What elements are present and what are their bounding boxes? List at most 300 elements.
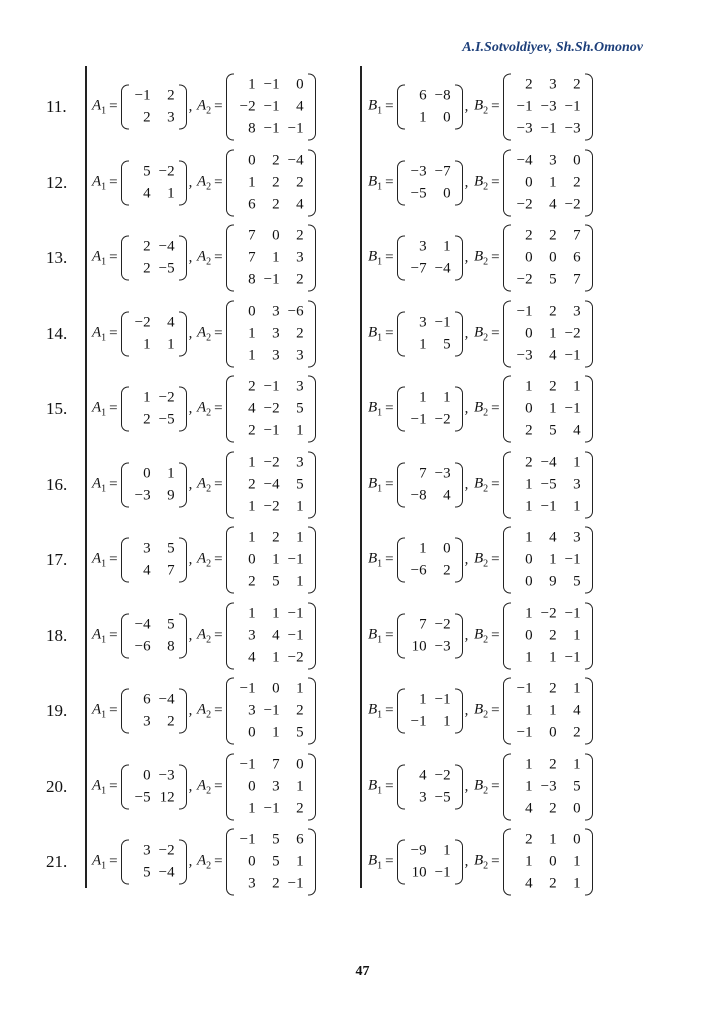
left-parenthesis bbox=[121, 764, 129, 809]
equation-b1 bbox=[368, 387, 468, 432]
left-parenthesis bbox=[121, 613, 129, 658]
matrix-cell: −2 bbox=[434, 616, 451, 632]
comma-separator: , bbox=[188, 778, 193, 794]
equals-sign: = bbox=[214, 853, 223, 870]
right-parenthesis bbox=[179, 311, 187, 356]
matrix-a1 bbox=[121, 689, 187, 734]
matrix-cell: −5 bbox=[134, 789, 151, 805]
matrix-cell: 2 bbox=[549, 227, 557, 244]
equation-b2 bbox=[474, 678, 593, 745]
left-parenthesis bbox=[226, 300, 234, 367]
matrix-cell: 0 bbox=[443, 109, 451, 126]
matrix-cell: −1 bbox=[263, 702, 280, 719]
matrix-cell: 1 bbox=[525, 756, 533, 772]
matrix-cell: 8 bbox=[248, 120, 256, 137]
matrix-cell: 1 bbox=[296, 573, 304, 590]
equals-sign: = bbox=[214, 98, 223, 115]
matrix-b2 bbox=[503, 225, 593, 292]
matrix-b2 bbox=[503, 829, 593, 896]
matrix-cell: −1 bbox=[564, 605, 581, 621]
matrix-cell: 0 bbox=[296, 756, 304, 772]
matrix-cell: 4 bbox=[525, 800, 533, 816]
left-parenthesis bbox=[397, 236, 405, 281]
matrix-cell: 0 bbox=[443, 185, 451, 201]
right-parenthesis bbox=[455, 236, 463, 281]
matrix-cell: 2 bbox=[248, 378, 256, 395]
problem-row bbox=[0, 674, 725, 748]
matrix-cell: 1 bbox=[525, 529, 533, 546]
matrix-label: $B_1$ bbox=[368, 626, 383, 645]
matrix-a2 bbox=[226, 149, 316, 216]
matrix-label: $A_1$ bbox=[92, 777, 107, 796]
matrix-b1 bbox=[397, 236, 463, 281]
matrix-cell: 3 bbox=[143, 713, 151, 730]
problem-number: 20. bbox=[46, 776, 68, 796]
matrix-label: $A_1$ bbox=[92, 399, 107, 419]
matrix-cell: −4 bbox=[134, 616, 151, 632]
left-parenthesis bbox=[121, 538, 129, 583]
matrix-cell: −4 bbox=[158, 238, 175, 255]
matrix-cell: 10 bbox=[411, 864, 427, 881]
equation-b1 bbox=[368, 613, 468, 658]
equals-sign: = bbox=[109, 98, 118, 115]
matrix-a2 bbox=[226, 678, 316, 745]
matrix-cell: −3 bbox=[540, 98, 557, 115]
matrix-b1 bbox=[397, 689, 463, 734]
left-parenthesis bbox=[226, 753, 234, 820]
matrix-cell: 4 bbox=[525, 875, 533, 892]
equals-sign: = bbox=[214, 778, 223, 794]
equals-sign: = bbox=[109, 702, 118, 719]
equation-a1 bbox=[92, 387, 192, 432]
right-parenthesis bbox=[585, 678, 593, 745]
matrix-label: $B_1$ bbox=[368, 701, 383, 721]
left-parenthesis bbox=[397, 764, 405, 809]
left-parenthesis bbox=[226, 829, 234, 896]
matrix-cell: −2 bbox=[158, 163, 175, 179]
matrix-label: $B_1$ bbox=[368, 248, 383, 268]
equation-a1 bbox=[92, 689, 192, 734]
matrix-a1 bbox=[121, 613, 187, 658]
matrix-b1 bbox=[397, 160, 463, 205]
matrix-cell: −3 bbox=[434, 465, 451, 481]
problem-row bbox=[0, 297, 725, 371]
matrix-a1 bbox=[121, 236, 187, 281]
left-parenthesis bbox=[503, 300, 511, 367]
equals-sign: = bbox=[385, 325, 394, 341]
matrix-cell: 1 bbox=[549, 174, 557, 190]
matrix-a1 bbox=[121, 462, 187, 507]
matrix-cell: 2 bbox=[525, 831, 533, 848]
comma-separator: , bbox=[188, 627, 193, 643]
matrix-label: $B_2$ bbox=[474, 399, 489, 419]
matrix-cell: 5 bbox=[296, 476, 304, 492]
matrix-cell: 2 bbox=[167, 713, 175, 730]
matrix-cell: 5 bbox=[443, 336, 451, 352]
matrix-cell: 1 bbox=[296, 498, 304, 514]
matrix-a1 bbox=[121, 85, 187, 130]
matrix-cell: −6 bbox=[134, 638, 151, 654]
matrix-cell: 4 bbox=[248, 649, 256, 665]
left-parenthesis bbox=[503, 829, 511, 896]
matrix-cell: 0 bbox=[143, 465, 151, 481]
equals-sign: = bbox=[109, 627, 118, 643]
matrix-cell: 1 bbox=[443, 389, 451, 406]
equals-sign: = bbox=[109, 853, 118, 870]
matrix-cell: 0 bbox=[525, 573, 533, 590]
comma-separator: , bbox=[464, 98, 469, 115]
equation-a1 bbox=[92, 311, 192, 356]
matrix-label: $A_2$ bbox=[197, 324, 212, 343]
matrix-cell: 3 bbox=[248, 875, 256, 892]
right-parenthesis bbox=[585, 300, 593, 367]
matrix-cell: −4 bbox=[287, 152, 304, 168]
matrix-cell: 0 bbox=[272, 227, 280, 244]
matrix-cell: 2 bbox=[573, 174, 581, 190]
problem-number: 12. bbox=[46, 172, 68, 192]
matrix-a2 bbox=[226, 376, 316, 443]
left-parenthesis bbox=[503, 149, 511, 216]
problem-row bbox=[0, 146, 725, 220]
matrix-cell: −5 bbox=[158, 411, 175, 428]
page-number: 47 bbox=[355, 964, 370, 979]
equation-b2 bbox=[474, 300, 593, 367]
matrix-cell: 3 bbox=[296, 454, 304, 470]
equation-b2 bbox=[474, 753, 593, 820]
left-parenthesis bbox=[121, 840, 129, 885]
matrix-cell: 1 bbox=[248, 605, 256, 621]
comma-separator: , bbox=[464, 249, 469, 266]
matrix-cell: −1 bbox=[516, 680, 533, 697]
problem-row bbox=[0, 825, 725, 899]
matrix-cell: 3 bbox=[573, 303, 581, 319]
matrix-cell: 6 bbox=[143, 691, 151, 708]
matrix-label: $A_2$ bbox=[197, 97, 212, 117]
matrix-cell: −1 bbox=[516, 724, 533, 741]
right-parenthesis bbox=[585, 527, 593, 594]
matrix-b2 bbox=[503, 451, 593, 518]
matrix-cell: −2 bbox=[158, 389, 175, 406]
matrix-a2 bbox=[226, 753, 316, 820]
matrix-cell: 4 bbox=[143, 562, 151, 579]
right-parenthesis bbox=[308, 678, 316, 745]
equation-a2 bbox=[197, 753, 316, 820]
equals-sign: = bbox=[491, 551, 500, 568]
equals-sign: = bbox=[109, 551, 118, 568]
matrix-cell: −2 bbox=[434, 411, 451, 428]
matrix-cell: 1 bbox=[272, 605, 280, 621]
matrix-cell: −1 bbox=[239, 756, 256, 772]
right-parenthesis bbox=[455, 764, 463, 809]
matrix-cell: 1 bbox=[525, 853, 533, 870]
matrix-label: $A_1$ bbox=[92, 324, 107, 343]
matrix-a1 bbox=[121, 160, 187, 205]
matrix-cell: −4 bbox=[158, 864, 175, 881]
matrix-cell: −8 bbox=[434, 87, 451, 104]
equals-sign: = bbox=[214, 702, 223, 719]
comma-separator: , bbox=[464, 702, 469, 719]
matrix-cell: 2 bbox=[525, 227, 533, 244]
matrix-cell: −1 bbox=[263, 120, 280, 137]
equals-sign: = bbox=[109, 400, 118, 417]
equation-b2 bbox=[474, 74, 593, 141]
matrix-cell: 4 bbox=[573, 702, 581, 719]
matrix-cell: −2 bbox=[263, 498, 280, 514]
matrix-cell: 2 bbox=[549, 378, 557, 395]
matrix-cell: 1 bbox=[167, 336, 175, 352]
equals-sign: = bbox=[385, 174, 394, 190]
equals-sign: = bbox=[214, 476, 223, 492]
right-parenthesis bbox=[308, 451, 316, 518]
matrix-cell: 3 bbox=[272, 347, 280, 363]
matrix-label: $B_2$ bbox=[474, 777, 489, 796]
matrix-cell: 0 bbox=[248, 778, 256, 794]
matrix-cell: −1 bbox=[287, 551, 304, 568]
matrix-cell: −1 bbox=[287, 605, 304, 621]
matrix-label: $B_1$ bbox=[368, 550, 383, 570]
matrix-label: $A_2$ bbox=[197, 550, 212, 570]
left-parenthesis bbox=[503, 602, 511, 669]
right-parenthesis bbox=[585, 829, 593, 896]
equals-sign: = bbox=[491, 778, 500, 794]
matrix-cell: −2 bbox=[564, 325, 581, 341]
right-parenthesis bbox=[179, 538, 187, 583]
equation-b1 bbox=[368, 462, 468, 507]
left-parenthesis bbox=[121, 160, 129, 205]
matrix-cell: 3 bbox=[272, 325, 280, 341]
matrix-a1 bbox=[121, 538, 187, 583]
right-parenthesis bbox=[455, 613, 463, 658]
matrix-cell: 7 bbox=[248, 249, 256, 266]
problem-row bbox=[0, 523, 725, 597]
matrix-label: $A_1$ bbox=[92, 475, 107, 494]
left-parenthesis bbox=[503, 376, 511, 443]
matrix-cell: 7 bbox=[573, 271, 581, 288]
matrix-cell: 3 bbox=[296, 347, 304, 363]
matrix-cell: 1 bbox=[525, 702, 533, 719]
equation-a1 bbox=[92, 613, 192, 658]
matrix-cell: −1 bbox=[540, 498, 557, 514]
matrix-cell: −7 bbox=[434, 163, 451, 179]
right-parenthesis bbox=[455, 840, 463, 885]
matrix-cell: 7 bbox=[248, 227, 256, 244]
matrix-label: $B_1$ bbox=[368, 399, 383, 419]
matrix-cell: 8 bbox=[167, 638, 175, 654]
matrix-cell: −1 bbox=[434, 691, 451, 708]
equals-sign: = bbox=[385, 249, 394, 266]
matrix-cell: 1 bbox=[573, 875, 581, 892]
matrix-cell: −2 bbox=[263, 454, 280, 470]
matrix-cell: 1 bbox=[272, 551, 280, 568]
right-parenthesis bbox=[179, 689, 187, 734]
matrix-cell: −9 bbox=[410, 842, 427, 859]
matrix-cell: −1 bbox=[239, 831, 256, 848]
matrix-cell: 1 bbox=[525, 778, 533, 794]
matrix-cell: 2 bbox=[549, 627, 557, 643]
right-parenthesis bbox=[179, 387, 187, 432]
matrix-cell: 4 bbox=[143, 185, 151, 201]
matrix-cell: 1 bbox=[525, 476, 533, 492]
right-parenthesis bbox=[585, 149, 593, 216]
equation-a1 bbox=[92, 538, 192, 583]
matrix-cell: 2 bbox=[296, 702, 304, 719]
comma-separator: , bbox=[188, 400, 193, 417]
matrix-cell: 5 bbox=[296, 724, 304, 741]
matrix-label: $A_1$ bbox=[92, 626, 107, 645]
matrix-cell: 0 bbox=[573, 152, 581, 168]
problem-number: 21. bbox=[46, 852, 68, 871]
matrix-cell: 1 bbox=[525, 498, 533, 514]
matrix-cell: 2 bbox=[143, 109, 151, 126]
matrix-cell: 1 bbox=[248, 76, 256, 93]
equals-sign: = bbox=[385, 627, 394, 643]
matrix-cell: 0 bbox=[525, 249, 533, 266]
matrix-b1 bbox=[397, 462, 463, 507]
right-parenthesis bbox=[455, 311, 463, 356]
matrix-label: $B_2$ bbox=[474, 550, 489, 570]
matrix-cell: 2 bbox=[272, 152, 280, 168]
comma-separator: , bbox=[464, 778, 469, 794]
matrix-cell: −2 bbox=[516, 196, 533, 212]
matrix-cell: 1 bbox=[419, 336, 427, 352]
matrix-cell: −2 bbox=[434, 767, 451, 783]
matrix-cell: −2 bbox=[516, 271, 533, 288]
problem-number: 18. bbox=[46, 625, 68, 645]
matrix-cell: 1 bbox=[296, 680, 304, 697]
right-parenthesis bbox=[179, 764, 187, 809]
matrix-a1 bbox=[121, 311, 187, 356]
right-parenthesis bbox=[455, 85, 463, 130]
left-parenthesis bbox=[503, 451, 511, 518]
matrix-cell: 6 bbox=[248, 196, 256, 212]
equation-b1 bbox=[368, 160, 468, 205]
matrix-cell: 2 bbox=[272, 875, 280, 892]
matrix-cell: −3 bbox=[434, 638, 451, 654]
matrix-cell: 2 bbox=[272, 529, 280, 546]
right-parenthesis bbox=[308, 74, 316, 141]
left-parenthesis bbox=[226, 376, 234, 443]
matrix-cell: 1 bbox=[272, 724, 280, 741]
matrix-cell: 1 bbox=[296, 529, 304, 546]
matrix-cell: 3 bbox=[419, 314, 427, 330]
matrix-cell: 1 bbox=[549, 831, 557, 848]
matrix-cell: −6 bbox=[287, 303, 304, 319]
matrix-cell: 2 bbox=[296, 800, 304, 816]
matrix-cell: 1 bbox=[443, 842, 451, 859]
comma-separator: , bbox=[188, 325, 193, 341]
matrix-cell: 4 bbox=[573, 422, 581, 439]
equation-a2 bbox=[197, 829, 316, 896]
comma-separator: , bbox=[464, 853, 469, 870]
problem-row bbox=[0, 372, 725, 446]
matrix-cell: −3 bbox=[540, 778, 557, 794]
matrix-cell: 2 bbox=[573, 724, 581, 741]
matrix-cell: 5 bbox=[272, 853, 280, 870]
matrix-cell: −3 bbox=[134, 487, 151, 503]
left-parenthesis bbox=[226, 225, 234, 292]
matrix-cell: 5 bbox=[272, 573, 280, 590]
matrix-cell: 1 bbox=[143, 336, 151, 352]
matrix-cell: 0 bbox=[525, 551, 533, 568]
matrix-cell: 0 bbox=[248, 853, 256, 870]
matrix-cell: 1 bbox=[573, 756, 581, 772]
matrix-cell: 5 bbox=[167, 616, 175, 632]
matrix-cell: 3 bbox=[549, 76, 557, 93]
matrix-cell: −1 bbox=[516, 98, 533, 115]
matrix-cell: 1 bbox=[549, 325, 557, 341]
matrix-cell: 0 bbox=[296, 76, 304, 93]
matrix-label: $A_1$ bbox=[92, 248, 107, 268]
left-parenthesis bbox=[503, 753, 511, 820]
matrix-cell: 4 bbox=[443, 487, 451, 503]
right-parenthesis bbox=[455, 387, 463, 432]
right-parenthesis bbox=[179, 840, 187, 885]
matrix-cell: 1 bbox=[419, 109, 427, 126]
matrix-cell: 4 bbox=[549, 196, 557, 212]
matrix-b2 bbox=[503, 527, 593, 594]
right-parenthesis bbox=[308, 602, 316, 669]
matrix-cell: −8 bbox=[410, 487, 427, 503]
matrix-cell: 2 bbox=[296, 227, 304, 244]
matrix-cell: −3 bbox=[516, 120, 533, 137]
matrix-cell: −1 bbox=[564, 649, 581, 665]
matrix-cell: −2 bbox=[239, 98, 256, 115]
matrix-cell: 0 bbox=[272, 680, 280, 697]
matrix-cell: 7 bbox=[419, 465, 427, 481]
matrix-b2 bbox=[503, 602, 593, 669]
equals-sign: = bbox=[109, 174, 118, 190]
right-parenthesis bbox=[585, 451, 593, 518]
matrix-cell: 1 bbox=[167, 465, 175, 481]
matrix-label: $B_2$ bbox=[474, 324, 489, 343]
matrix-cell: −5 bbox=[434, 789, 451, 805]
matrix-b2 bbox=[503, 300, 593, 367]
matrix-cell: 1 bbox=[419, 540, 427, 557]
matrix-cell: 4 bbox=[296, 196, 304, 212]
matrix-cell: 0 bbox=[248, 152, 256, 168]
equation-b2 bbox=[474, 376, 593, 443]
right-parenthesis bbox=[455, 538, 463, 583]
matrix-cell: 9 bbox=[549, 573, 557, 590]
right-parenthesis bbox=[179, 613, 187, 658]
right-parenthesis bbox=[179, 462, 187, 507]
matrix-cell: −7 bbox=[410, 260, 427, 277]
left-parenthesis bbox=[503, 678, 511, 745]
matrix-cell: 4 bbox=[248, 400, 256, 417]
matrix-a2 bbox=[226, 74, 316, 141]
matrix-cell: −1 bbox=[134, 87, 151, 104]
left-parenthesis bbox=[226, 74, 234, 141]
matrix-cell: 0 bbox=[143, 767, 151, 783]
matrix-cell: 3 bbox=[296, 249, 304, 266]
matrix-cell: 6 bbox=[296, 831, 304, 848]
matrix-cell: −3 bbox=[516, 347, 533, 363]
matrix-cell: 1 bbox=[525, 649, 533, 665]
problem-number: 16. bbox=[46, 474, 68, 494]
equals-sign: = bbox=[214, 400, 223, 417]
matrix-cell: −1 bbox=[564, 98, 581, 115]
equals-sign: = bbox=[491, 325, 500, 341]
matrix-label: $B_1$ bbox=[368, 97, 383, 117]
matrix-cell: 0 bbox=[525, 400, 533, 417]
matrix-cell: −3 bbox=[410, 163, 427, 179]
equals-sign: = bbox=[214, 551, 223, 568]
left-parenthesis bbox=[121, 689, 129, 734]
matrix-cell: −1 bbox=[239, 680, 256, 697]
matrix-cell: 2 bbox=[549, 756, 557, 772]
matrix-label: $A_1$ bbox=[92, 852, 107, 872]
equals-sign: = bbox=[214, 325, 223, 341]
